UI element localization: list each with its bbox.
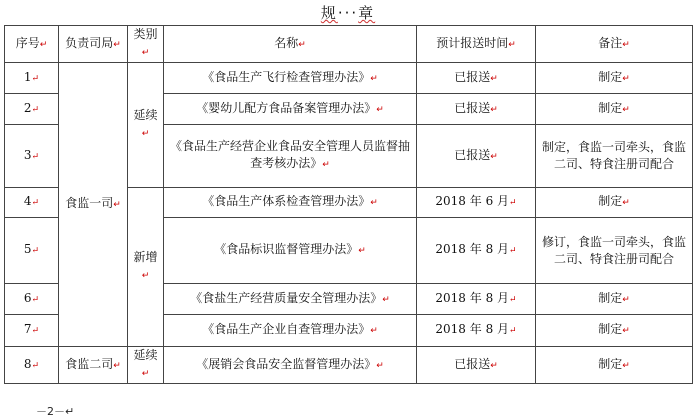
table-row <box>5 347 693 384</box>
row-name: 《食品生产体系检查管理办法》↵ <box>164 188 417 218</box>
table-row <box>5 63 693 94</box>
row-name: 《食盐生产经营质量安全管理办法》↵ <box>164 284 417 315</box>
row-name: 《婴幼儿配方食品备案管理办法》↵ <box>164 94 417 125</box>
row-no: 1↵ <box>5 63 59 94</box>
row-time: 已报送↵ <box>417 125 536 188</box>
row-time: 已报送↵ <box>417 94 536 125</box>
row-time: 2018 年 8 月↵ <box>417 284 536 315</box>
row-time: 2018 年 6 月↵ <box>417 188 536 218</box>
header-no: 序号↵ <box>5 26 59 63</box>
row-no: 8↵ <box>5 347 59 384</box>
row-no: 7↵ <box>5 315 59 347</box>
row-no: 3↵ <box>5 125 59 188</box>
row-note: 制定↵ <box>536 63 693 94</box>
row-no: 6↵ <box>5 284 59 315</box>
header-name: 名称↵ <box>164 26 417 63</box>
row-note: 制定↵ <box>536 94 693 125</box>
row-name: 《食品生产经营企业食品安全管理人员监督抽查考核办法》↵ <box>164 125 417 188</box>
row-time: 已报送↵ <box>417 63 536 94</box>
row-time: 已报送↵ <box>417 347 536 384</box>
category-cell: 延续↵ <box>128 63 164 188</box>
header-note: 备注↵ <box>536 26 693 63</box>
page-title <box>0 2 696 23</box>
table-header-row <box>5 26 693 63</box>
header-time: 预计报送时间↵ <box>417 26 536 63</box>
bureau-cell: 食监一司↵ <box>59 63 128 347</box>
row-note: 制定↵ <box>536 347 693 384</box>
row-note: 制定↵ <box>536 315 693 347</box>
header-category: 类别↵ <box>128 26 164 63</box>
header-bureau: 负责司局↵ <box>59 26 128 63</box>
row-note: 修订，食监一司牵头，食监二司、特食注册司配合 <box>536 218 693 284</box>
title-separator: ··· <box>337 4 359 22</box>
row-name: 《食品标识监督管理办法》↵ <box>164 218 417 284</box>
row-no: 2↵ <box>5 94 59 125</box>
page-number: －2－↵ <box>36 405 75 418</box>
row-note: 制定↵ <box>536 188 693 218</box>
title-char-1: 规 <box>320 4 338 22</box>
row-no: 4↵ <box>5 188 59 218</box>
regulation-table <box>4 25 693 384</box>
row-time: 2018 年 8 月↵ <box>417 315 536 347</box>
row-time: 2018 年 8 月↵ <box>417 218 536 284</box>
category-cell: 延续↵ <box>128 347 164 384</box>
category-cell: 新增↵ <box>128 188 164 347</box>
row-name: 《食品生产飞行检查管理办法》↵ <box>164 63 417 94</box>
row-name: 《食品生产企业自查管理办法》↵ <box>164 315 417 347</box>
row-note: 制定，食监一司牵头，食监二司、特食注册司配合 <box>536 125 693 188</box>
row-name: 《展销会食品安全监督管理办法》↵ <box>164 347 417 384</box>
title-char-2: 章 <box>358 4 376 22</box>
bureau-cell: 食监二司↵ <box>59 347 128 384</box>
row-note: 制定↵ <box>536 284 693 315</box>
row-no: 5↵ <box>5 218 59 284</box>
